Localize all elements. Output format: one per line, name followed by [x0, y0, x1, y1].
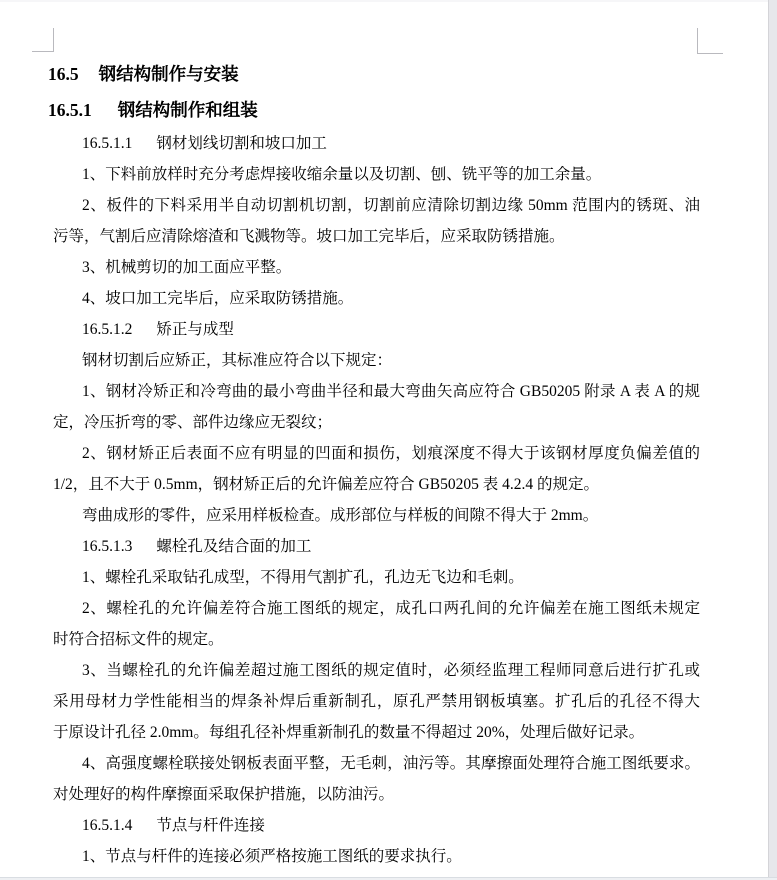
crop-mark-top-right-icon	[697, 28, 723, 54]
heading-number: 16.5.1.1	[82, 135, 133, 152]
paragraph-line: 2、板件的下料采用半自动切割机切割，切割前应清除切割边缘 50mm 范围内的锈斑、油	[82, 197, 700, 214]
paragraph-line: 采用母材力学性能相当的焊条补焊后重新制孔，原孔严禁用钢板填塞。扩孔后的孔径不得大	[53, 693, 700, 710]
paragraph-line: 于原设计孔径 2.0mm。每组孔径补焊重新制孔的数量不得超过 20%，处理后做好记录。	[53, 724, 645, 741]
section-heading	[48, 56, 700, 92]
paragraph-line: 4、高强度螺栓联接处钢板表面平整，无毛刺，油污等。其摩擦面处理符合施工图纸要求。	[82, 755, 700, 772]
paragraph	[53, 159, 700, 190]
heading-number: 16.5.1.3	[82, 538, 133, 555]
paragraph	[53, 655, 700, 748]
subsection-heading	[53, 314, 700, 345]
paragraph-line: 对处理好的构件摩擦面采取保护措施，以防油污。	[53, 786, 395, 803]
paragraph-line: 4、坡口加工完毕后，应采取防锈措施。	[82, 290, 354, 307]
subsection-heading	[53, 810, 700, 841]
paragraph-line: 钢材切割后应矫正，其标准应符合以下规定：	[82, 352, 393, 369]
heading-number: 16.5.1.4	[82, 817, 133, 834]
heading-title: 钢结构制作与安装	[98, 64, 239, 84]
paragraph-line: 时符合招标文件的规定。	[53, 631, 224, 648]
heading-number: 16.5	[48, 64, 79, 84]
heading-title: 矫正与成型	[156, 321, 234, 338]
subsection-heading	[53, 531, 700, 562]
heading-title: 钢材划线切割和坡口加工	[156, 135, 327, 152]
paragraph	[53, 562, 700, 593]
paragraph	[53, 500, 700, 531]
paragraph	[53, 252, 700, 283]
page-edge-top	[0, 0, 777, 2]
heading-title: 钢结构制作和组装	[117, 100, 258, 120]
paragraph	[53, 593, 700, 655]
document-body	[48, 56, 700, 872]
paragraph-line: 定，冷压折弯的零、部件边缘应无裂纹；	[53, 414, 333, 431]
paragraph	[53, 283, 700, 314]
heading-number: 16.5.1	[48, 100, 92, 120]
paragraph	[53, 748, 700, 810]
paragraph-line: 1、钢材冷矫正和冷弯曲的最小弯曲半径和最大弯曲矢高应符合 GB50205 附录 A 表 A 的规	[82, 383, 700, 400]
paragraph	[53, 438, 700, 500]
paragraph-line: 1、节点与杆件的连接必须严格按施工图纸的要求执行。	[82, 848, 462, 865]
paragraph	[53, 841, 700, 872]
heading-title: 螺栓孔及结合面的加工	[156, 538, 312, 555]
paragraph-line: 1、下料前放样时充分考虑焊接收缩余量以及切割、刨、铣平等的加工余量。	[82, 166, 602, 183]
section-heading	[48, 92, 700, 128]
heading-title: 节点与杆件连接	[156, 817, 265, 834]
paragraph-line: 弯曲成形的零件，应采用样板检查。成形部位与样板的间隙不得大于 2mm。	[82, 507, 599, 524]
crop-mark-top-left-icon	[32, 28, 54, 52]
paragraph	[53, 190, 700, 252]
heading-number: 16.5.1.2	[82, 321, 133, 338]
paragraph	[53, 345, 700, 376]
paragraph-line: 1/2，且不大于 0.5mm，钢材矫正后的允许偏差应符合 GB50205 表 4.2.4 的规定。	[53, 476, 599, 493]
subsection-heading	[53, 128, 700, 159]
paragraph-line: 污等，气割后应清除熔渣和飞溅物等。坡口加工完毕后，应采取防锈措施。	[53, 228, 565, 245]
paragraph-line: 1、螺栓孔采取钻孔成型，不得用气割扩孔，孔边无飞边和毛刺。	[82, 569, 524, 586]
paragraph-line: 3、机械剪切的加工面应平整。	[82, 259, 292, 276]
page-edge-right	[768, 0, 777, 880]
paragraph-line: 2、螺栓孔的允许偏差符合施工图纸的规定，成孔口两孔间的允许偏差在施工图纸未规定	[82, 600, 700, 617]
paragraph-line: 2、钢材矫正后表面不应有明显的凹面和损伤，划痕深度不得大于该钢材厚度负偏差值的	[82, 445, 700, 462]
paragraph	[53, 376, 700, 438]
paragraph-line: 3、当螺栓孔的允许偏差超过施工图纸的规定值时，必须经监理工程师同意后进行扩孔或	[82, 662, 700, 679]
